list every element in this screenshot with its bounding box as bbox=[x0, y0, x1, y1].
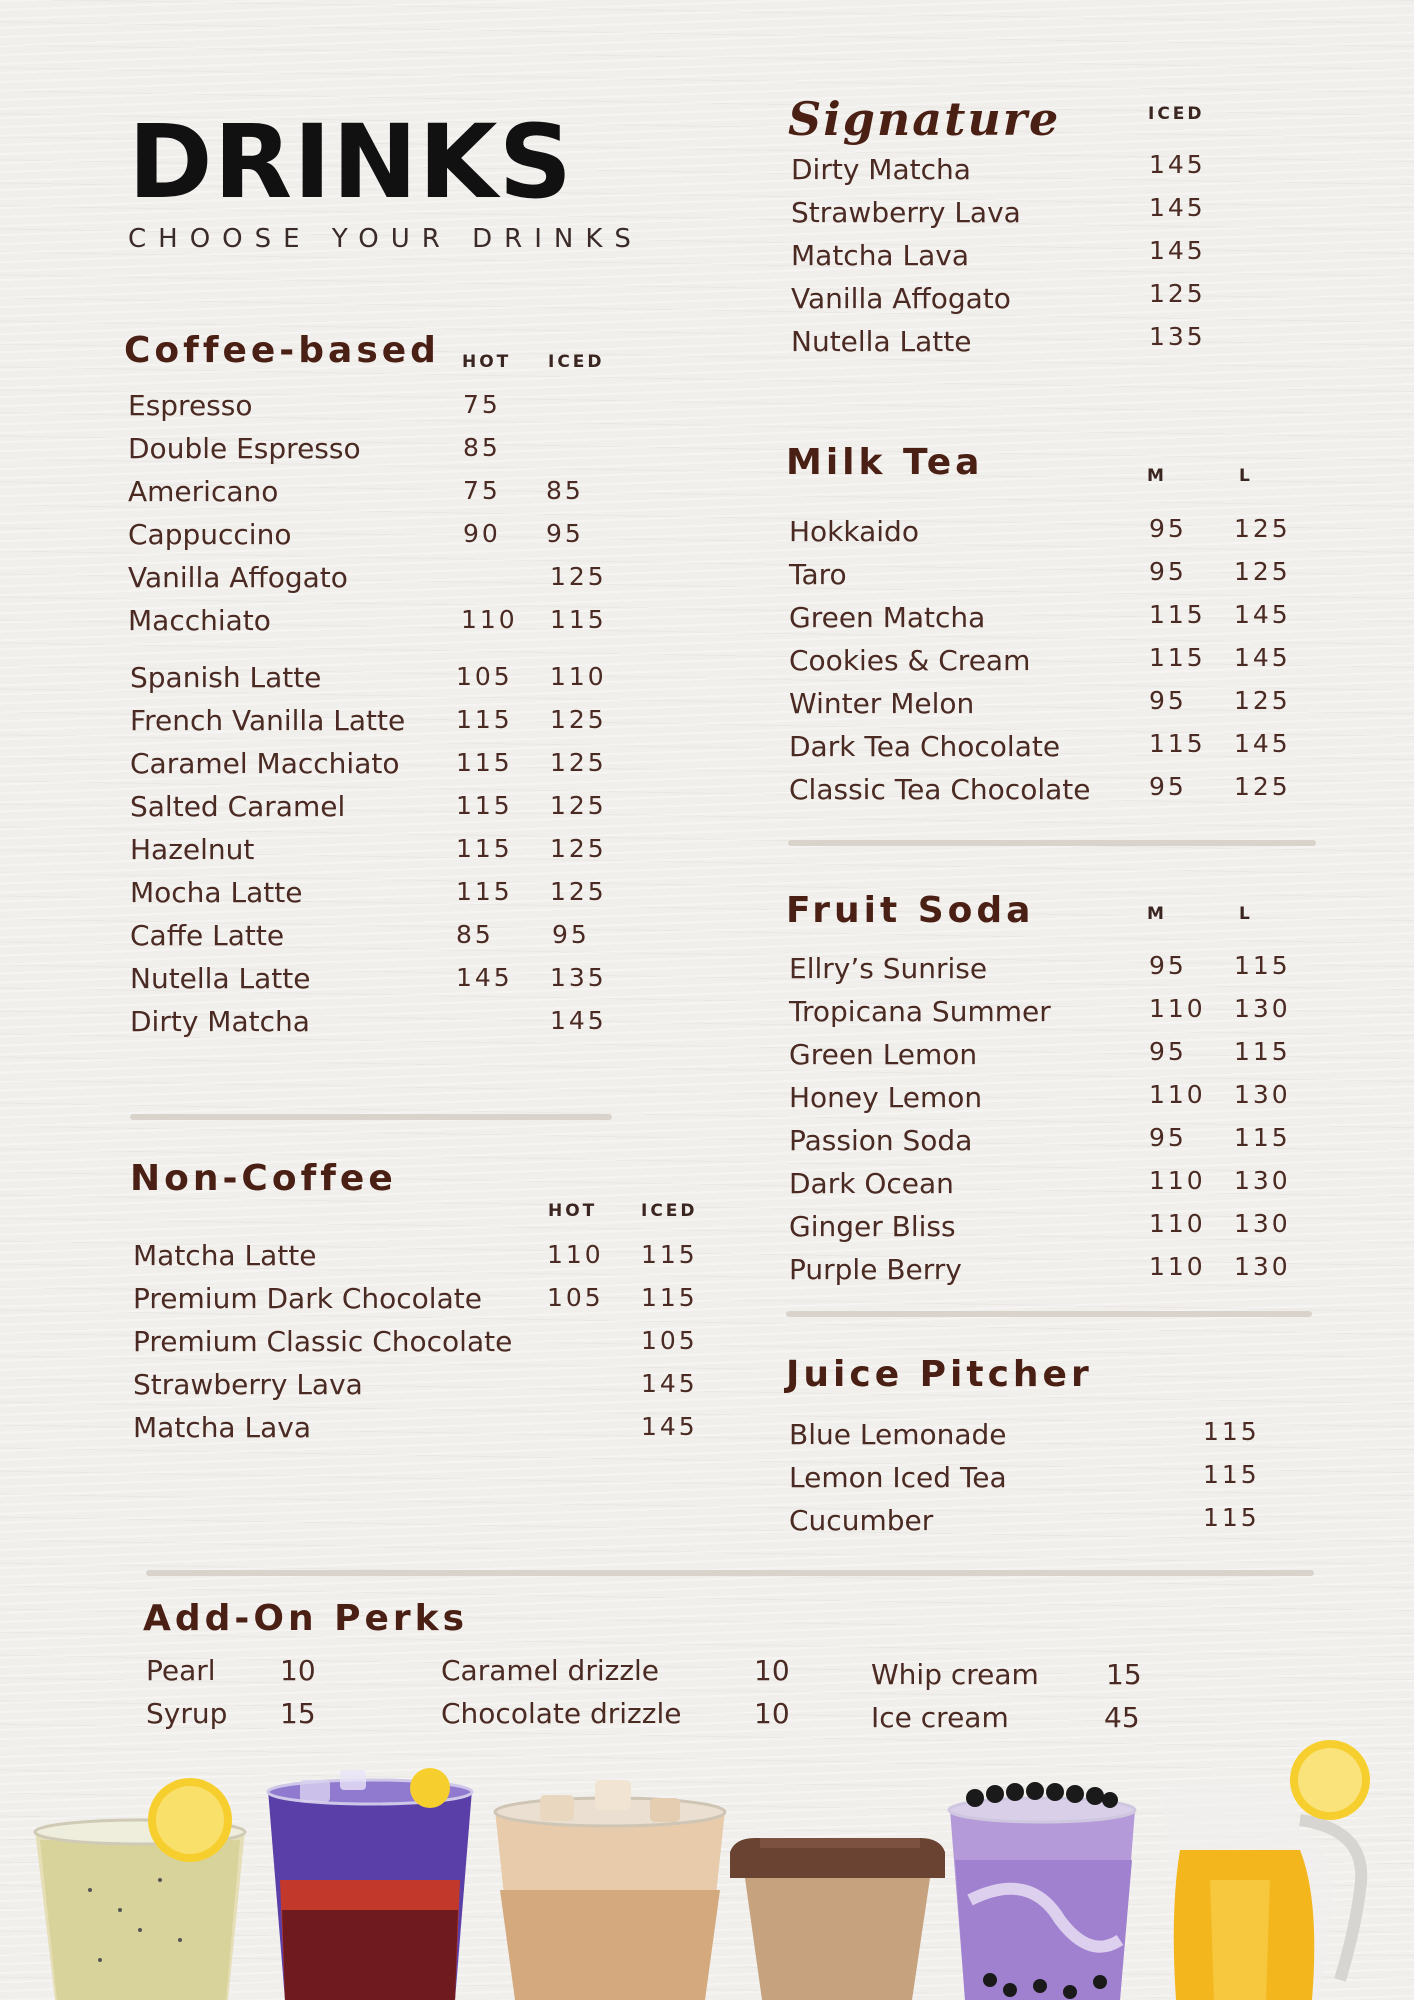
price-m: 95 bbox=[1149, 951, 1187, 980]
price-iced: 125 bbox=[550, 791, 607, 820]
price-l: 125 bbox=[1234, 772, 1291, 801]
list-item: French Vanilla Latte bbox=[130, 704, 406, 737]
list-item: Tropicana Summer bbox=[789, 995, 1051, 1028]
price-iced: 125 bbox=[550, 877, 607, 906]
price-m: 115 bbox=[1149, 600, 1206, 629]
price-l: 125 bbox=[1234, 514, 1291, 543]
list-item: Caramel Macchiato bbox=[130, 747, 400, 780]
price-m: 115 bbox=[1149, 729, 1206, 758]
signature-iced-header: ICED bbox=[1148, 104, 1205, 124]
price-l: 115 bbox=[1234, 1037, 1291, 1066]
price-hot: 105 bbox=[547, 1283, 604, 1312]
fruitsoda-section-title: Fruit Soda bbox=[786, 890, 1035, 931]
price-iced: 115 bbox=[641, 1283, 698, 1312]
lemonade-pitcher-image bbox=[1160, 1740, 1370, 2000]
list-item: Nutella Latte bbox=[791, 325, 972, 358]
list-item: Double Espresso bbox=[128, 432, 361, 465]
price-l: 130 bbox=[1234, 1080, 1291, 1109]
price-l: 130 bbox=[1234, 1252, 1291, 1281]
price-iced: 125 bbox=[550, 834, 607, 863]
list-item: Honey Lemon bbox=[789, 1081, 983, 1114]
list-item: Dark Ocean bbox=[789, 1167, 954, 1200]
price-iced: 115 bbox=[641, 1240, 698, 1269]
list-item: Spanish Latte bbox=[130, 661, 322, 694]
list-item: Matcha Lava bbox=[791, 239, 969, 272]
list-item: Salted Caramel bbox=[130, 790, 346, 823]
fruitsoda-m-header: M bbox=[1147, 904, 1167, 924]
list-item: Purple Berry bbox=[789, 1253, 962, 1286]
price-hot: 85 bbox=[456, 920, 494, 949]
lemon-chia-drink-image bbox=[35, 1778, 245, 2000]
list-item: Dark Tea Chocolate bbox=[789, 730, 1061, 763]
list-item: Whip cream bbox=[871, 1658, 1039, 1691]
list-item: Hokkaido bbox=[789, 515, 919, 548]
milktea-l-header: L bbox=[1239, 466, 1253, 486]
price-l: 115 bbox=[1234, 1123, 1291, 1152]
noncoffee-iced-header: ICED bbox=[641, 1201, 698, 1221]
list-item: Espresso bbox=[128, 389, 253, 422]
divider bbox=[130, 1114, 612, 1120]
price-iced: 105 bbox=[641, 1326, 698, 1355]
list-item: Nutella Latte bbox=[130, 962, 311, 995]
list-item: Taro bbox=[789, 558, 847, 591]
price: 10 bbox=[280, 1654, 316, 1687]
price-hot: 110 bbox=[461, 605, 518, 634]
list-item: Vanilla Affogato bbox=[791, 282, 1011, 315]
list-item: Lemon Iced Tea bbox=[789, 1461, 1007, 1494]
list-item: Strawberry Lava bbox=[133, 1368, 363, 1401]
coffee-hot-header: HOT bbox=[462, 352, 512, 372]
divider bbox=[146, 1570, 1314, 1576]
price-iced: 145 bbox=[1149, 236, 1206, 265]
price-iced: 145 bbox=[641, 1369, 698, 1398]
price: 115 bbox=[1203, 1417, 1260, 1446]
list-item: Matcha Lava bbox=[133, 1411, 311, 1444]
price-hot: 115 bbox=[456, 877, 513, 906]
price-l: 145 bbox=[1234, 643, 1291, 672]
fruitsoda-l-header: L bbox=[1239, 904, 1253, 924]
price: 10 bbox=[754, 1654, 790, 1687]
butterfly-pea-drink-image bbox=[268, 1768, 472, 2000]
list-item: Cookies & Cream bbox=[789, 644, 1031, 677]
price-iced: 95 bbox=[546, 519, 584, 548]
price: 10 bbox=[754, 1697, 790, 1730]
price-m: 115 bbox=[1149, 643, 1206, 672]
list-item: Green Matcha bbox=[789, 601, 986, 634]
addons-section-title: Add-On Perks bbox=[143, 1598, 469, 1639]
price: 115 bbox=[1203, 1503, 1260, 1532]
list-item: Passion Soda bbox=[789, 1124, 973, 1157]
price: 45 bbox=[1104, 1701, 1140, 1734]
taro-boba-image bbox=[949, 1782, 1135, 2000]
page-title: DRINKS bbox=[128, 103, 574, 222]
price-hot: 75 bbox=[463, 390, 501, 419]
divider bbox=[786, 1311, 1312, 1317]
list-item: Classic Tea Chocolate bbox=[789, 773, 1091, 806]
price-l: 115 bbox=[1234, 951, 1291, 980]
price-m: 95 bbox=[1149, 772, 1187, 801]
price-l: 130 bbox=[1234, 994, 1291, 1023]
price-hot: 85 bbox=[463, 433, 501, 462]
price-iced: 125 bbox=[1149, 279, 1206, 308]
price-iced: 145 bbox=[1149, 193, 1206, 222]
price-hot: 115 bbox=[456, 705, 513, 734]
price-iced: 135 bbox=[550, 963, 607, 992]
price-m: 95 bbox=[1149, 686, 1187, 715]
juice-section-title: Juice Pitcher bbox=[786, 1354, 1093, 1395]
list-item: Vanilla Affogato bbox=[128, 561, 348, 594]
list-item: Ginger Bliss bbox=[789, 1210, 956, 1243]
list-item: Green Lemon bbox=[789, 1038, 978, 1071]
list-item: Macchiato bbox=[128, 604, 271, 637]
price-iced: 145 bbox=[550, 1006, 607, 1035]
milktea-section-title: Milk Tea bbox=[786, 442, 984, 483]
list-item: Matcha Latte bbox=[133, 1239, 317, 1272]
price-l: 130 bbox=[1234, 1209, 1291, 1238]
list-item: Blue Lemonade bbox=[789, 1418, 1007, 1451]
list-item: Mocha Latte bbox=[130, 876, 303, 909]
price-l: 145 bbox=[1234, 729, 1291, 758]
coffee-iced-header: ICED bbox=[548, 352, 605, 372]
price-hot: 115 bbox=[456, 791, 513, 820]
divider bbox=[788, 840, 1316, 846]
price-iced: 85 bbox=[546, 476, 584, 505]
page-subtitle: CHOOSE YOUR DRINKS bbox=[128, 224, 643, 254]
milktea-m-header: M bbox=[1147, 466, 1167, 486]
price: 15 bbox=[1106, 1658, 1142, 1691]
list-item: Caramel drizzle bbox=[441, 1654, 660, 1687]
price-iced: 95 bbox=[552, 920, 590, 949]
list-item: Caffe Latte bbox=[130, 919, 285, 952]
price-m: 110 bbox=[1149, 1252, 1206, 1281]
list-item: Ellry’s Sunrise bbox=[789, 952, 988, 985]
price-m: 95 bbox=[1149, 1037, 1187, 1066]
noncoffee-hot-header: HOT bbox=[548, 1201, 598, 1221]
coffee-cup-image bbox=[730, 1838, 945, 2000]
price-m: 110 bbox=[1149, 994, 1206, 1023]
price-hot: 75 bbox=[463, 476, 501, 505]
price-m: 95 bbox=[1149, 1123, 1187, 1152]
price-hot: 105 bbox=[456, 662, 513, 691]
list-item: Chocolate drizzle bbox=[441, 1697, 682, 1730]
price-m: 110 bbox=[1149, 1080, 1206, 1109]
list-item: Dirty Matcha bbox=[130, 1005, 310, 1038]
drinks-photo-strip bbox=[0, 1740, 1414, 2000]
list-item: Cucumber bbox=[789, 1504, 934, 1537]
price: 115 bbox=[1203, 1460, 1260, 1489]
price-iced: 125 bbox=[550, 705, 607, 734]
price-m: 95 bbox=[1149, 557, 1187, 586]
price-m: 95 bbox=[1149, 514, 1187, 543]
coffee-section-title: Coffee-based bbox=[124, 330, 440, 371]
price-iced: 110 bbox=[550, 662, 607, 691]
list-item: Ice cream bbox=[871, 1701, 1009, 1734]
price-l: 130 bbox=[1234, 1166, 1291, 1195]
list-item: Strawberry Lava bbox=[791, 196, 1021, 229]
list-item: Pearl bbox=[146, 1654, 216, 1687]
list-item: Syrup bbox=[146, 1697, 228, 1730]
price-m: 110 bbox=[1149, 1209, 1206, 1238]
price: 15 bbox=[280, 1697, 316, 1730]
price-iced: 145 bbox=[641, 1412, 698, 1441]
price-hot: 115 bbox=[456, 834, 513, 863]
price-iced: 115 bbox=[550, 605, 607, 634]
list-item: Dirty Matcha bbox=[791, 153, 971, 186]
price-m: 110 bbox=[1149, 1166, 1206, 1195]
list-item: Americano bbox=[128, 475, 279, 508]
list-item: Cappuccino bbox=[128, 518, 292, 551]
price-iced: 135 bbox=[1149, 322, 1206, 351]
price-iced: 125 bbox=[550, 748, 607, 777]
signature-section-title: Signature bbox=[788, 92, 1061, 146]
price-hot: 145 bbox=[456, 963, 513, 992]
noncoffee-section-title: Non-Coffee bbox=[130, 1158, 397, 1199]
price-iced: 145 bbox=[1149, 150, 1206, 179]
list-item: Hazelnut bbox=[130, 833, 255, 866]
price-hot: 110 bbox=[547, 1240, 604, 1269]
iced-latte-image bbox=[495, 1780, 725, 2000]
price-hot: 115 bbox=[456, 748, 513, 777]
price-iced: 125 bbox=[550, 562, 607, 591]
list-item: Premium Classic Chocolate bbox=[133, 1325, 513, 1358]
list-item: Winter Melon bbox=[789, 687, 975, 720]
list-item: Premium Dark Chocolate bbox=[133, 1282, 482, 1315]
price-l: 125 bbox=[1234, 557, 1291, 586]
price-l: 125 bbox=[1234, 686, 1291, 715]
price-hot: 90 bbox=[463, 519, 501, 548]
price-l: 145 bbox=[1234, 600, 1291, 629]
